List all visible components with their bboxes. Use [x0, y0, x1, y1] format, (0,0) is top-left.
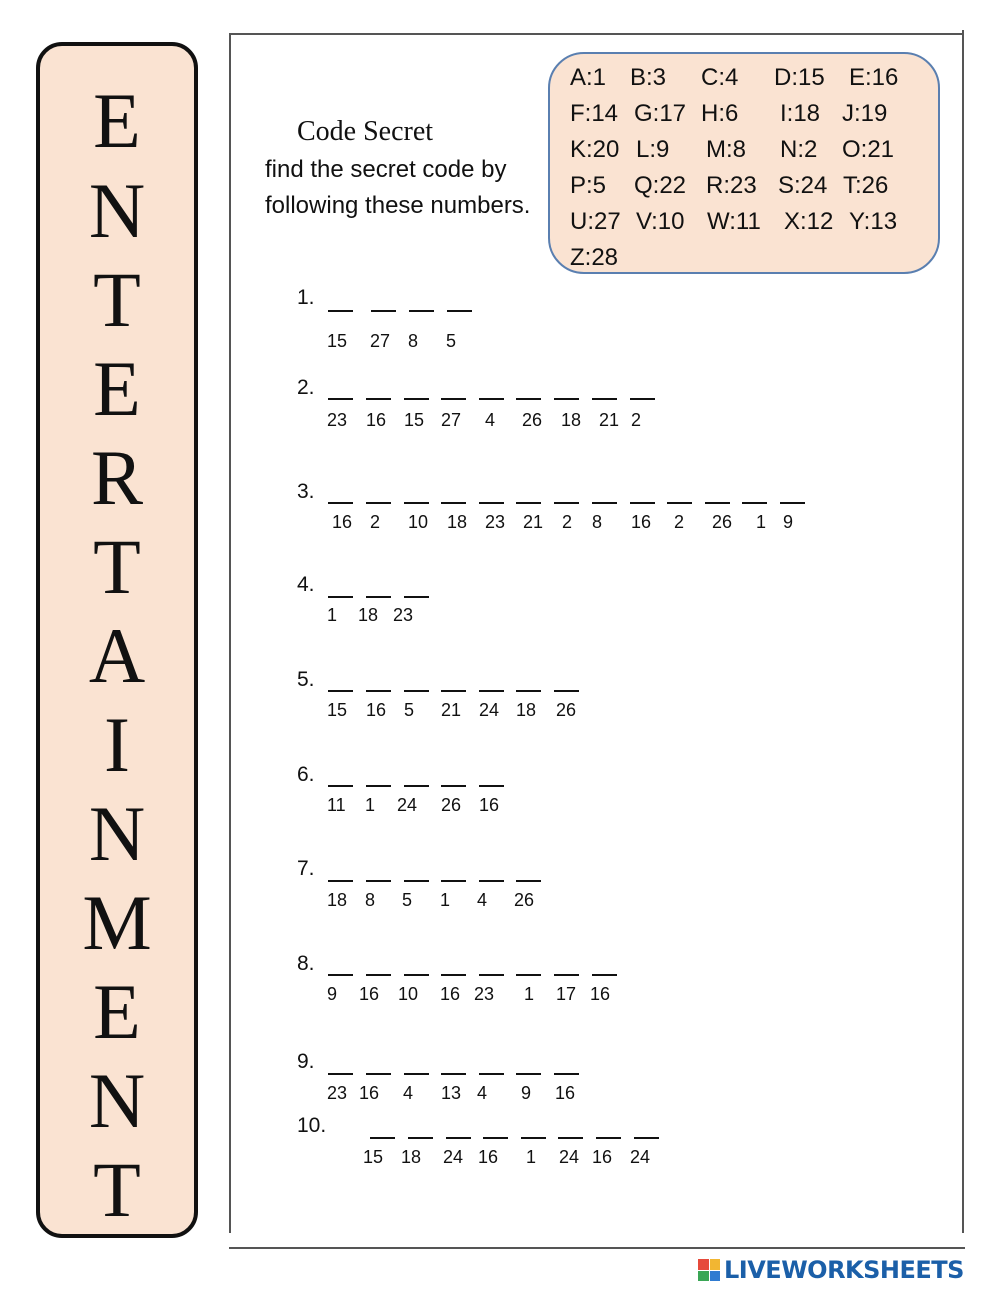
page-border-left [229, 33, 231, 1233]
code-number: 23 [327, 1083, 348, 1103]
code-number: 4 [485, 410, 496, 430]
code-number: 16 [332, 512, 353, 532]
key-entry: H:6 [701, 100, 739, 127]
answer-blank[interactable] [554, 690, 579, 692]
question-number: 5. [297, 668, 315, 691]
answer-blank[interactable] [366, 690, 391, 692]
key-entry: Y:13 [849, 208, 898, 235]
code-number: 16 [479, 795, 500, 815]
key-entry: I:18 [780, 100, 821, 127]
answer-blank[interactable] [479, 785, 504, 787]
answer-blank[interactable] [441, 974, 466, 976]
code-number: 26 [522, 410, 543, 430]
answer-blank[interactable] [479, 398, 504, 400]
code-number: 9 [327, 984, 338, 1004]
answer-blank[interactable] [634, 1137, 659, 1139]
key-entry: V:10 [636, 208, 685, 235]
code-number: 27 [441, 410, 462, 430]
key-entry: J:19 [842, 100, 888, 127]
key-entry: P:5 [570, 172, 607, 199]
page-border-right [962, 30, 964, 1233]
key-entry: A:1 [570, 64, 607, 91]
answer-blank[interactable] [483, 1137, 508, 1139]
code-number: 16 [631, 512, 652, 532]
key-entry: B:3 [630, 64, 667, 91]
code-number: 21 [441, 700, 462, 720]
answer-blank[interactable] [592, 502, 617, 504]
answer-blank[interactable] [366, 974, 391, 976]
question-number: 8. [297, 952, 315, 975]
code-number: 2 [674, 512, 685, 532]
code-number: 23 [327, 410, 348, 430]
answer-blank[interactable] [479, 1073, 504, 1075]
answer-blank[interactable] [328, 880, 353, 882]
code-number: 16 [359, 984, 380, 1004]
page-border-top [229, 33, 963, 35]
answer-blank[interactable] [328, 596, 353, 598]
key-entry: E:16 [849, 64, 899, 91]
answer-blank[interactable] [630, 398, 655, 400]
code-number: 24 [630, 1147, 651, 1167]
question-number: 2. [297, 376, 315, 399]
code-number: 21 [523, 512, 544, 532]
answer-blank[interactable] [479, 690, 504, 692]
code-number: 15 [327, 700, 348, 720]
answer-blank[interactable] [404, 398, 429, 400]
code-number: 2 [631, 410, 642, 430]
code-number: 4 [477, 1083, 488, 1103]
code-number: 26 [712, 512, 733, 532]
instructions-text: find the secret code by following these numbers. [265, 156, 531, 219]
answer-blank[interactable] [596, 1137, 621, 1139]
question-number: 1. [297, 286, 315, 309]
letter-code-key [548, 52, 940, 274]
key-entry: G:17 [634, 100, 687, 127]
key-entry: T:26 [843, 172, 889, 199]
answer-blank[interactable] [366, 502, 391, 504]
answer-blank[interactable] [447, 310, 472, 312]
question-number: 10. [297, 1114, 327, 1137]
key-entry: M:8 [706, 136, 747, 163]
code-number: 15 [327, 331, 348, 351]
answer-blank[interactable] [516, 974, 541, 976]
banner-letter: R [90, 434, 144, 521]
answer-blank[interactable] [328, 1073, 353, 1075]
code-number: 23 [474, 984, 495, 1004]
code-number: 26 [556, 700, 577, 720]
banner-letter: E [93, 968, 141, 1055]
banner-letter: E [93, 77, 141, 164]
code-number: 18 [401, 1147, 422, 1167]
logo-mark-icon [698, 1259, 720, 1281]
answer-blank[interactable] [479, 880, 504, 882]
code-number: 23 [485, 512, 506, 532]
code-number: 16 [590, 984, 611, 1004]
code-number: 8 [408, 331, 419, 351]
answer-blank[interactable] [404, 502, 429, 504]
answer-blank[interactable] [516, 398, 541, 400]
code-number: 24 [397, 795, 418, 815]
key-entry: S:24 [778, 172, 828, 199]
key-entry: N:2 [780, 136, 818, 163]
key-entry: K:20 [570, 136, 620, 163]
key-entry: W:11 [707, 208, 761, 235]
key-entry: L:9 [636, 136, 670, 163]
liveworksheets-logo [698, 1256, 964, 1284]
answer-blank[interactable] [328, 690, 353, 692]
code-number: 1 [327, 605, 338, 625]
code-number: 5 [402, 890, 413, 910]
answer-blank[interactable] [404, 785, 429, 787]
answer-blank[interactable] [441, 502, 466, 504]
code-number: 24 [479, 700, 500, 720]
key-entry: Q:22 [634, 172, 687, 199]
answer-blank[interactable] [441, 785, 466, 787]
code-number: 9 [783, 512, 794, 532]
answer-blank[interactable] [516, 1073, 541, 1075]
answer-blank[interactable] [366, 785, 391, 787]
answer-blank[interactable] [441, 398, 466, 400]
code-number: 18 [358, 605, 379, 625]
answer-blank[interactable] [441, 690, 466, 692]
code-number: 1 [526, 1147, 537, 1167]
answer-blank[interactable] [366, 880, 391, 882]
code-number: 16 [366, 410, 387, 430]
code-number: 10 [398, 984, 419, 1004]
banner-letter: T [93, 523, 141, 610]
answer-blank[interactable] [516, 880, 541, 882]
code-number: 26 [441, 795, 462, 815]
answer-blank[interactable] [408, 1137, 433, 1139]
code-number: 4 [477, 890, 488, 910]
answer-blank[interactable] [366, 1073, 391, 1075]
answer-blank[interactable] [328, 310, 353, 312]
answer-blank[interactable] [328, 785, 353, 787]
answer-blank[interactable] [328, 502, 353, 504]
code-number: 5 [404, 700, 415, 720]
banner-letter: T [93, 256, 141, 343]
code-number: 13 [441, 1083, 462, 1103]
answer-blank[interactable] [404, 974, 429, 976]
answer-blank[interactable] [554, 1073, 579, 1075]
answer-blank[interactable] [366, 398, 391, 400]
answer-blank[interactable] [370, 1137, 395, 1139]
answer-blank[interactable] [705, 502, 730, 504]
code-number: 1 [524, 984, 535, 1004]
banner-letter: N [88, 1057, 146, 1144]
banner-letter: N [88, 167, 146, 254]
answer-blank[interactable] [404, 690, 429, 692]
code-number: 1 [365, 795, 376, 815]
answer-blank[interactable] [404, 596, 429, 598]
code-number: 21 [599, 410, 620, 430]
banner-letter: A [88, 612, 146, 699]
code-number: 15 [404, 410, 425, 430]
answer-blank[interactable] [441, 1073, 466, 1075]
code-number: 9 [521, 1083, 532, 1103]
key-entry: U:27 [570, 208, 621, 235]
answer-blank[interactable] [404, 880, 429, 882]
code-number: 23 [393, 605, 414, 625]
key-entry: F:14 [570, 100, 619, 127]
answer-blank[interactable] [328, 398, 353, 400]
question-number: 3. [297, 480, 315, 503]
answer-blank[interactable] [371, 310, 396, 312]
answer-blank[interactable] [592, 398, 617, 400]
answer-blank[interactable] [554, 398, 579, 400]
key-entry: R:23 [706, 172, 757, 199]
code-number: 18 [516, 700, 537, 720]
answer-blank[interactable] [479, 502, 504, 504]
key-entry: D:15 [774, 64, 825, 91]
code-number: 16 [440, 984, 461, 1004]
code-number: 8 [365, 890, 376, 910]
key-entry: C:4 [701, 64, 739, 91]
code-number: 18 [447, 512, 468, 532]
logo-text: LIVEWORKSHEETS [724, 1256, 964, 1284]
answer-blank[interactable] [780, 502, 805, 504]
code-number: 1 [756, 512, 767, 532]
code-number: 16 [592, 1147, 613, 1167]
banner-letter: T [93, 1146, 141, 1233]
code-number: 16 [366, 700, 387, 720]
code-number: 26 [514, 890, 535, 910]
answer-blank[interactable] [479, 974, 504, 976]
code-number: 2 [562, 512, 573, 532]
code-number: 16 [555, 1083, 576, 1103]
answer-blank[interactable] [554, 502, 579, 504]
banner-letter: M [82, 879, 152, 966]
answer-blank[interactable] [742, 502, 767, 504]
code-number: 4 [403, 1083, 414, 1103]
banner-letter: N [88, 790, 146, 877]
code-number: 27 [370, 331, 391, 351]
answer-blank[interactable] [446, 1137, 471, 1139]
question-number: 7. [297, 857, 315, 880]
banner-letter: I [104, 701, 130, 788]
worksheet-title: Code Secret [297, 116, 434, 147]
answer-blank[interactable] [409, 310, 434, 312]
code-number: 15 [363, 1147, 384, 1167]
key-entry: O:21 [842, 136, 895, 163]
answer-blank[interactable] [516, 690, 541, 692]
code-number: 16 [478, 1147, 499, 1167]
code-number: 16 [359, 1083, 380, 1103]
page-border-bottom [229, 1247, 965, 1249]
key-entry: X:12 [784, 208, 834, 235]
code-number: 17 [556, 984, 577, 1004]
question-number: 6. [297, 763, 315, 786]
code-number: 1 [440, 890, 451, 910]
question-number: 9. [297, 1050, 315, 1073]
key-entry: Z:28 [570, 244, 619, 271]
answer-blank[interactable] [592, 974, 617, 976]
answer-blank[interactable] [521, 1137, 546, 1139]
answer-blank[interactable] [630, 502, 655, 504]
code-number: 24 [559, 1147, 580, 1167]
code-number: 18 [327, 890, 348, 910]
code-number: 2 [370, 512, 381, 532]
answer-blank[interactable] [404, 1073, 429, 1075]
code-number: 10 [408, 512, 429, 532]
answer-blank[interactable] [366, 596, 391, 598]
code-number: 5 [446, 331, 457, 351]
code-number: 8 [592, 512, 603, 532]
answer-blank[interactable] [441, 880, 466, 882]
answer-blank[interactable] [516, 502, 541, 504]
question-number: 4. [297, 573, 315, 596]
title-banner [36, 42, 198, 1238]
answer-blank[interactable] [667, 502, 692, 504]
answer-blank[interactable] [558, 1137, 583, 1139]
banner-letter: E [93, 345, 141, 432]
code-number: 24 [443, 1147, 464, 1167]
code-number: 11 [327, 795, 346, 815]
answer-blank[interactable] [328, 974, 353, 976]
code-number: 18 [561, 410, 582, 430]
answer-blank[interactable] [554, 974, 579, 976]
